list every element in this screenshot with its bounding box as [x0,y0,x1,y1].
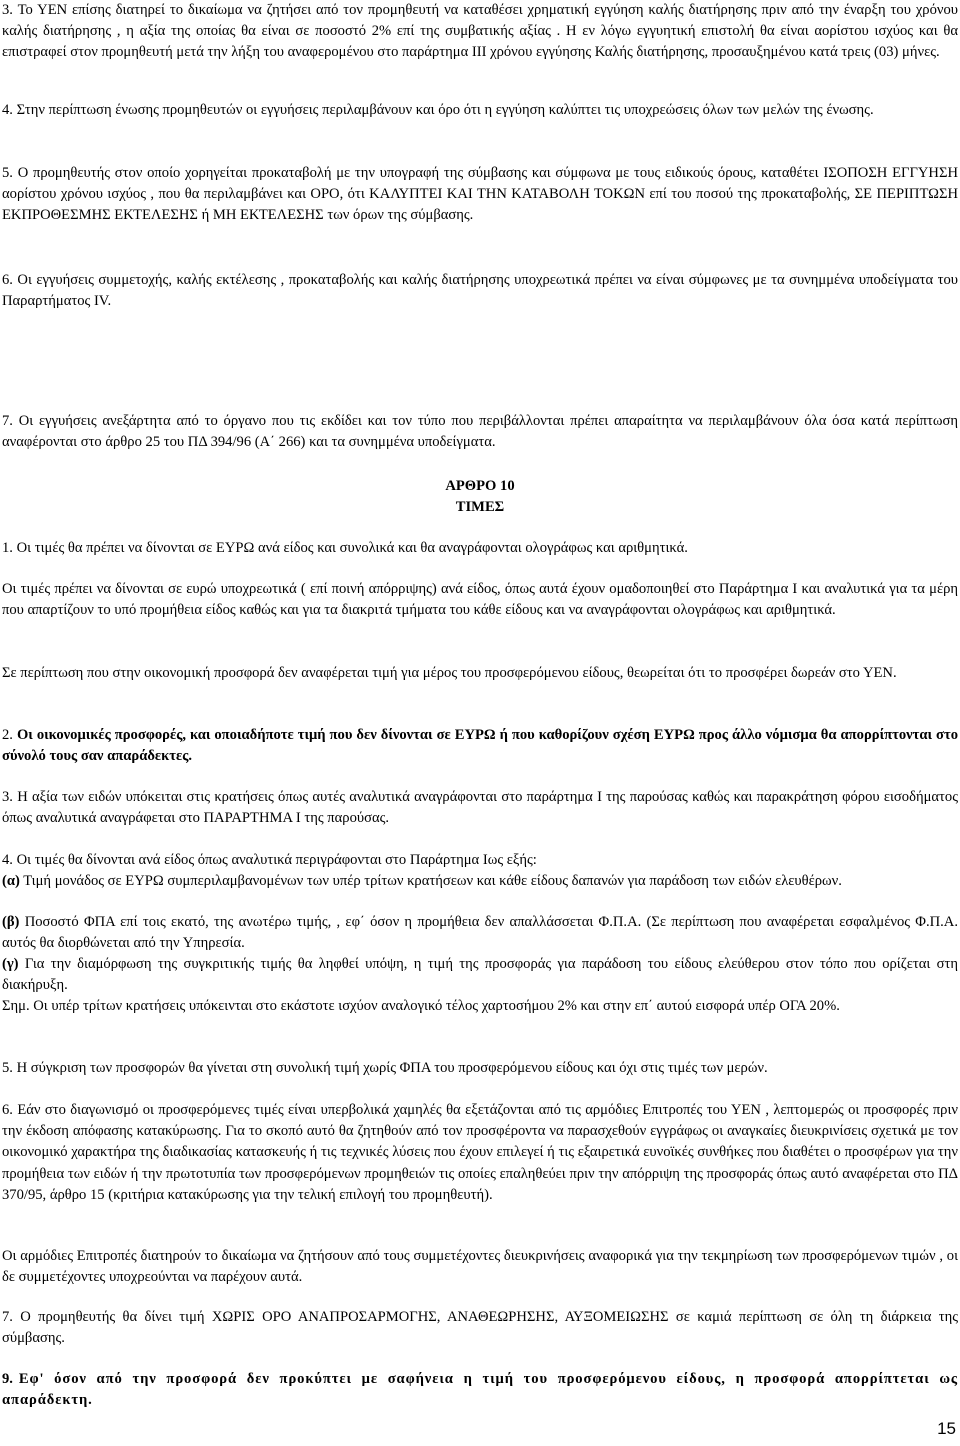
price-item-5: 5. Η σύγκριση των προσφορών θα γίνεται στη συνολική τιμή χωρίς ΦΠΑ του προσφερόμενου είδους και όχι στις τιμές των μερών. [2,1060,768,1076]
price-item-6b: Οι αρμόδιες Επιτροπές διατηρούν το δικαίωμα να ζητήσουν από τους συμμετέχοντες διευκρινήσεις αναφορικά για την τεκμηρίωση των προσφερόμενων τιμών , οι δε συμμετέχοντες υποχρεούνται να παρέχουν αυτά. [2,1248,958,1286]
price-item-4c-text: Για την διαμόρφωση της συγκριτικής τιμής θα ληφθεί υπόψη, η τιμή της προσφοράς για παράδοση του είδους ελεύθερου στον τόπο που ορίζεται στη διακήρυξη. [2,956,958,994]
price-item-4c [2,954,958,996]
price-item-4-note: Σημ. Οι υπέρ τρίτων κρατήσεις υπόκεινται στο εκάστοτε ισχύον αναλογικό τέλος χαρτοσήμου 2% και στην επ΄ αυτού εισφορά υπέρ ΟΓΑ 20%. [2,998,840,1014]
price-item-7: 7. Ο προμηθευτής θα δίνει τιμή ΧΩΡΙΣ ΟΡΟ ΑΝΑΠΡΟΣΑΡΜΟΓΗΣ, ΑΝΑΘΕΩΡΗΣΗΣ, ΑΥΞΟΜΕΙΩΣΗΣ σε καμιά περίπτωση σε όλη τη διάρκεια της σύμβασης. [2,1309,958,1347]
price-item-4: 4. Οι τιμές θα δίνονται ανά είδος όπως αναλυτικά περιγράφονται στο Παράρτημα Ιως εξής: [2,852,537,868]
page-number: 15 [937,1419,956,1438]
paragraph-4: 4. Στην περίπτωση ένωσης προμηθευτών οι εγγυήσεις περιλαμβάνουν και όρο ότι η εγγύηση καλύπτει τις υποχρεώσεις όλων των μελών της ένωσης. [2,102,874,118]
price-item-3: 3. Η αξία των ειδών υπόκειται στις κρατήσεις όπως αυτές αναλυτικά αναγράφονται στο παράρτημα Ι της παρούσας καθώς και παρακράτηση φόρου εισοδήματος όπως αναλυτικά αναγράφεται στο ΠΑΡΑΡΤΗΜΑ Ι της παρούσας. [2,789,958,827]
price-item-6: 6. Εάν στο διαγωνισμό οι προσφερόμενες τιμές είναι υπερβολικά χαμηλές θα εξετάζονται από τις αρμόδιες Επιτροπές του ΥΕΝ , λεπτομερώς οι προσφορές πριν την έκδοση απόφασης κατακύρωσης. Για το σκοπό αυτό θα ζητηθούν από τον προσφέροντα να παρασχεθούν εγγράφως οι αναγκαίες διευκρινίσεις σχετικά με τον οικονομικό χαρακτήρα της διαδικασίας κατασκευής ή τις τεχνικές λύσεις που έχουν επιλεγεί ή τις εξαιρετικά ευνοϊκές συνθήκες που διαθέτει ο προσφέρων για την προμήθεια των ειδών ή την πρωτοτυπία των προσφερόμενων προμηθειών τις οποίες επαληθεύει πριν την απόρριψη της προσφοράς όπως αυτό αναφέρεται στο ΠΔ 370/95, άρθρο 15 (κριτήρια κατακύρωσης για την τελική επιλογή του προμηθευτή). [2,1102,958,1203]
price-item-9-text: Εφ' όσον από την προσφορά δεν προκύπτει με σαφήνεια η τιμή του προσφερόμενου είδους, η προσφορά απορρίπτεται ως απαράδεκτη. [2,1371,958,1409]
price-item-4b [2,912,958,954]
article-number: ΑΡΘΡΟ 10 [445,478,515,494]
paragraph-6: 6. Οι εγγυήσεις συμμετοχής, καλής εκτέλεσης , προκαταβολής και καλής διατήρησης υποχρεωτικά πρέπει να είναι σύμφωνες με τα συνημμένα υποδείγματα του Παραρτήματος IV. [2,272,958,310]
price-item-4a-text: Τιμή μονάδος σε ΕΥΡΩ συμπεριλαμβανομένων των υπέρ τρίτων κρατήσεων και κάθε είδους δαπανών για παράδοση των ειδών ελευθέρων. [23,873,842,889]
price-item-9 [2,1369,958,1411]
price-item-4a [2,871,958,892]
price-item-4a-label: (α) [2,873,20,889]
price-item-2 [2,725,958,767]
price-item-2-number: 2. [2,727,13,743]
price-item-1c: Σε περίπτωση που στην οικονομική προσφορά δεν αναφέρεται τιμή για μέρος του προσφερόμενου είδους, θεωρείται ότι το προσφέρει δωρεάν στο ΥΕΝ. [2,665,897,681]
price-item-4b-text: Ποσοστό ΦΠΑ επί τοις εκατό, της ανωτέρω τιμής, , εφ΄ όσον η προμήθεια δεν απαλλάσσεται Φ.Π.Α. (Σε περίπτωση που αναφέρεται εσφαλμένος Φ.Π.Α. αυτός θα διορθώνεται από την Υπηρεσία. [2,914,958,952]
price-item-1: 1. Οι τιμές θα πρέπει να δίνονται σε ΕΥΡΩ ανά είδος και συνολικά και θα αναγράφονται ολογράφως και αριθμητικά. [2,540,688,556]
price-item-1b: Οι τιμές πρέπει να δίνονται σε ευρώ υποχρεωτικά ( επί ποινή απόρριψης) ανά είδος, όπως αυτά έχουν ομαδοποιηθεί στο Παράρτημα Ι και αναλυτικά για τα μέρη που απαρτίζουν το υπό προμήθεια είδος καθώς και για τα διακριτά τμήματα του κάθε είδους και να αναγράφονται ολογράφως και αριθμητικά. [2,581,958,619]
price-item-4c-label: (γ) [2,956,19,972]
paragraph-5: 5. Ο προμηθευτής στον οποίο χορηγείται προκαταβολή με την υπογραφή της σύμβασης και σύμφωνα με τους ειδικούς όρους, καταθέτει ΙΣΟΠΟΣΗ ΕΓΓΥΗΣΗ αορίστου χρόνου ισχύος , που θα περιλαμβάνει και ΟΡΟ, ότι ΚΑΛΥΠΤΕΙ ΚΑΙ ΤΗΝ ΚΑΤΑΒΟΛΗ ΤΟΚΩΝ επί του ποσού της προκαταβολής, ΣΕ ΠΕΡΙΠΤΩΣΗ ΕΚΠΡΟΘΕΣΜΗΣ ΕΚΤΕΛΕΣΗΣ ή ΜΗ ΕΚΤΕΛΕΣΗΣ των όρων της σύμβασης. [2,165,958,224]
paragraph-7: 7. Οι εγγυήσεις ανεξάρτητα από το όργανο που τις εκδίδει και τον τύπο που περιβάλλονται πρέπει απαραίτητα να περιλαμβάνουν όλα όσα κατά περίπτωση αναφέρονται στο άρθρο 25 του ΠΔ 394/96 (Α΄ 266) και τα συνημμένα υποδείγματα. [2,413,958,451]
price-item-9-number: 9. [2,1371,13,1387]
article-title: ΤΙΜΕΣ [455,499,505,515]
price-item-2-text: Οι οικονομικές προσφορές, και οποιαδήποτε τιμή που δεν δίνονται σε ΕΥΡΩ ή που καθορίζουν σχέση ΕΥΡΩ προς άλλο νόμισμα θα απορρίπτονται στο σύνολό τους σαν απαράδεκτες. [2,727,958,765]
price-item-4b-label: (β) [2,914,20,930]
paragraph-3: 3. Το ΥΕΝ επίσης διατηρεί το δικαίωμα να ζητήσει από τον προμηθευτή να καταθέσει χρηματική εγγύηση καλής διατήρησης πριν από την έναρξη του χρόνου καλής διατήρησης , η αξία της οποίας θα είναι σε ποσοστό 2% επί της συμβατικής αξίας . Η εν λόγω εγγυητική επιστολή θα είναι αορίστου ισχύος και θα επιστραφεί στον προμηθευτή μετά την λήξη του αναφερομένου στο παράρτημα ΙΙΙ χρόνου εγγύησης Καλής διατήρησης, προσαυξημένου κατά τρεις (03) μήνες. [2,2,958,61]
